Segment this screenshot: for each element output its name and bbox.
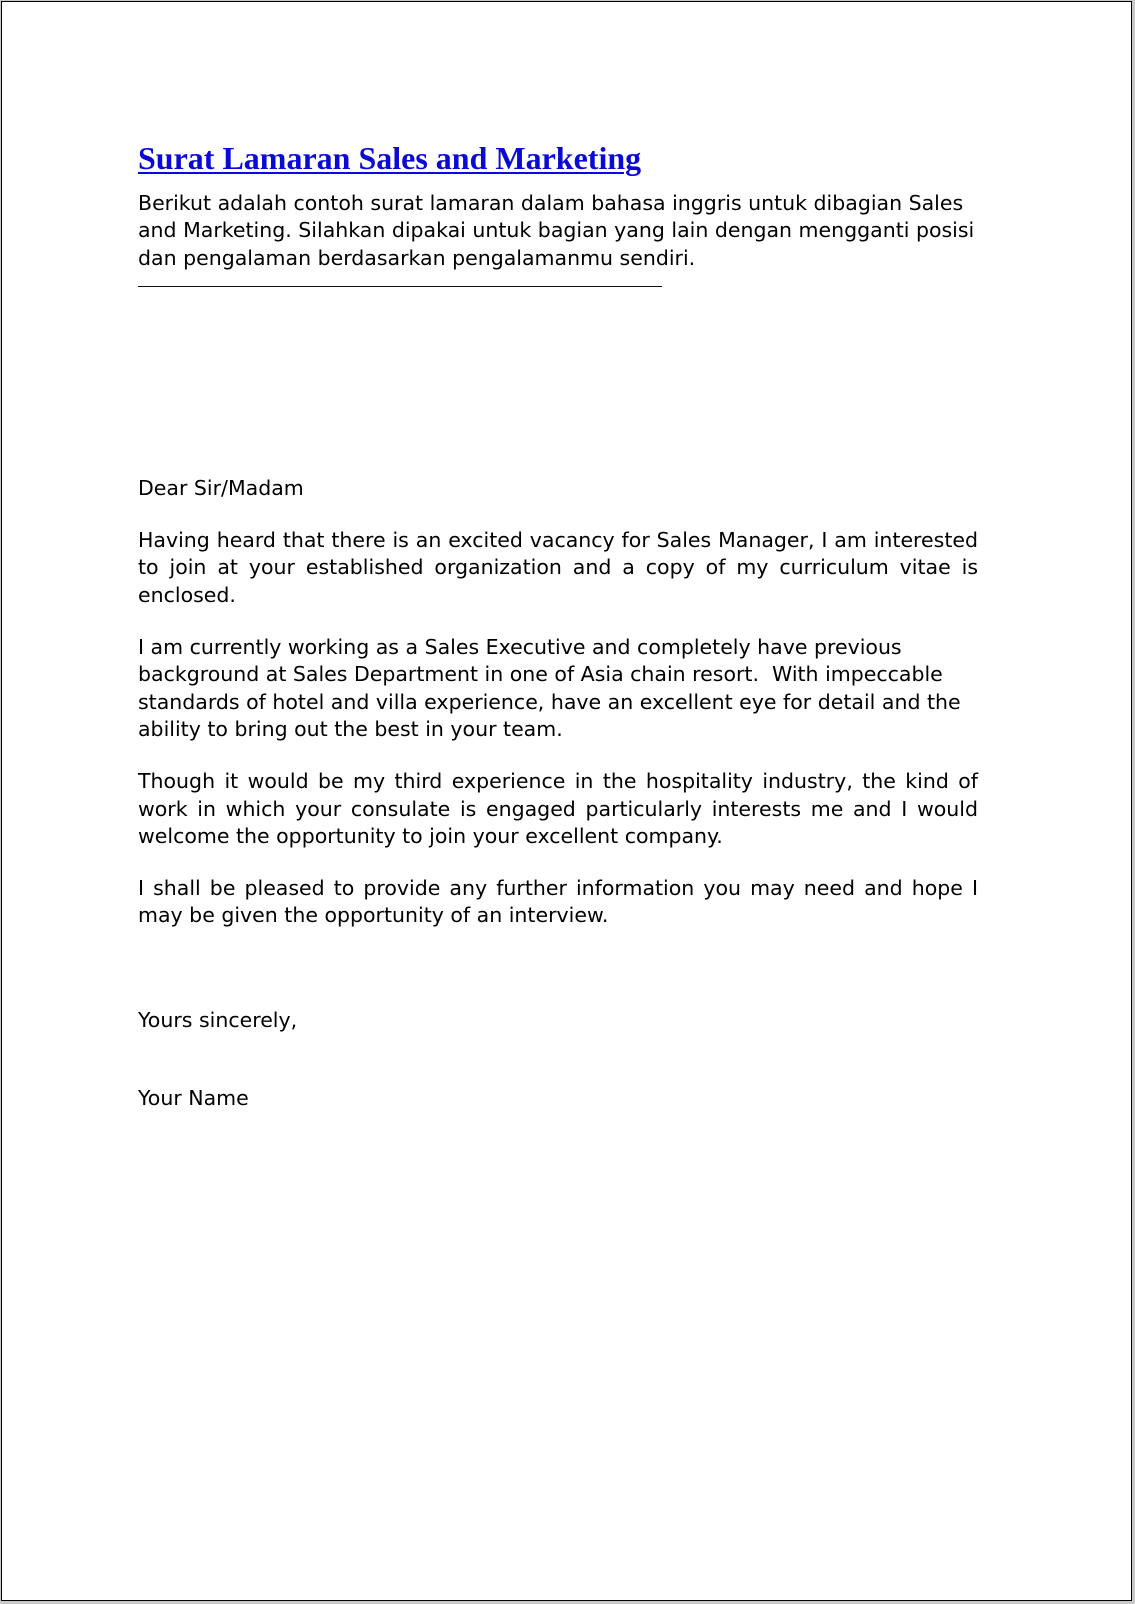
letter-paragraph-3: Though it would be my third experience in the hospitality industry, the kind of work in which your consulate is engaged particularly interests me and I would welcome the opportunity to join your excellent company. <box>138 769 978 848</box>
document-content <box>138 138 978 1112</box>
document-page <box>1 1 1132 1601</box>
letter-paragraph-1: Having heard that there is an excited vacancy for Sales Manager, I am interested to join at your established organization and a copy of my curriculum vitae is enclosed. <box>138 528 978 607</box>
page-title-link[interactable]: Surat Lamaran Sales and Marketing <box>138 140 642 176</box>
separator-line <box>138 286 662 287</box>
letter-signature: Your Name <box>138 1086 249 1111</box>
letter-closing: Yours sincerely, <box>138 1007 298 1032</box>
intro-paragraph: Berikut adalah contoh surat lamaran dalam bahasa inggris untuk dibagian Sales and Marketing. Silahkan dipakai untuk bagian yang lain dengan mengganti posisi dan pengalaman berdasarkan pengalamanmu sendiri. <box>138 191 975 270</box>
letter-paragraph-4: I shall be pleased to provide any further information you may need and hope I may be given the opportunity of an interview. <box>138 876 978 928</box>
letter-paragraph-2: I am currently working as a Sales Executive and completely have previous background at Sales Department in one of Asia chain resort. With impeccable standards of hotel and villa experience, have an excellent eye for detail and the ability to bring out the best in your team. <box>138 635 968 741</box>
letter-salutation: Dear Sir/Madam <box>138 475 304 500</box>
